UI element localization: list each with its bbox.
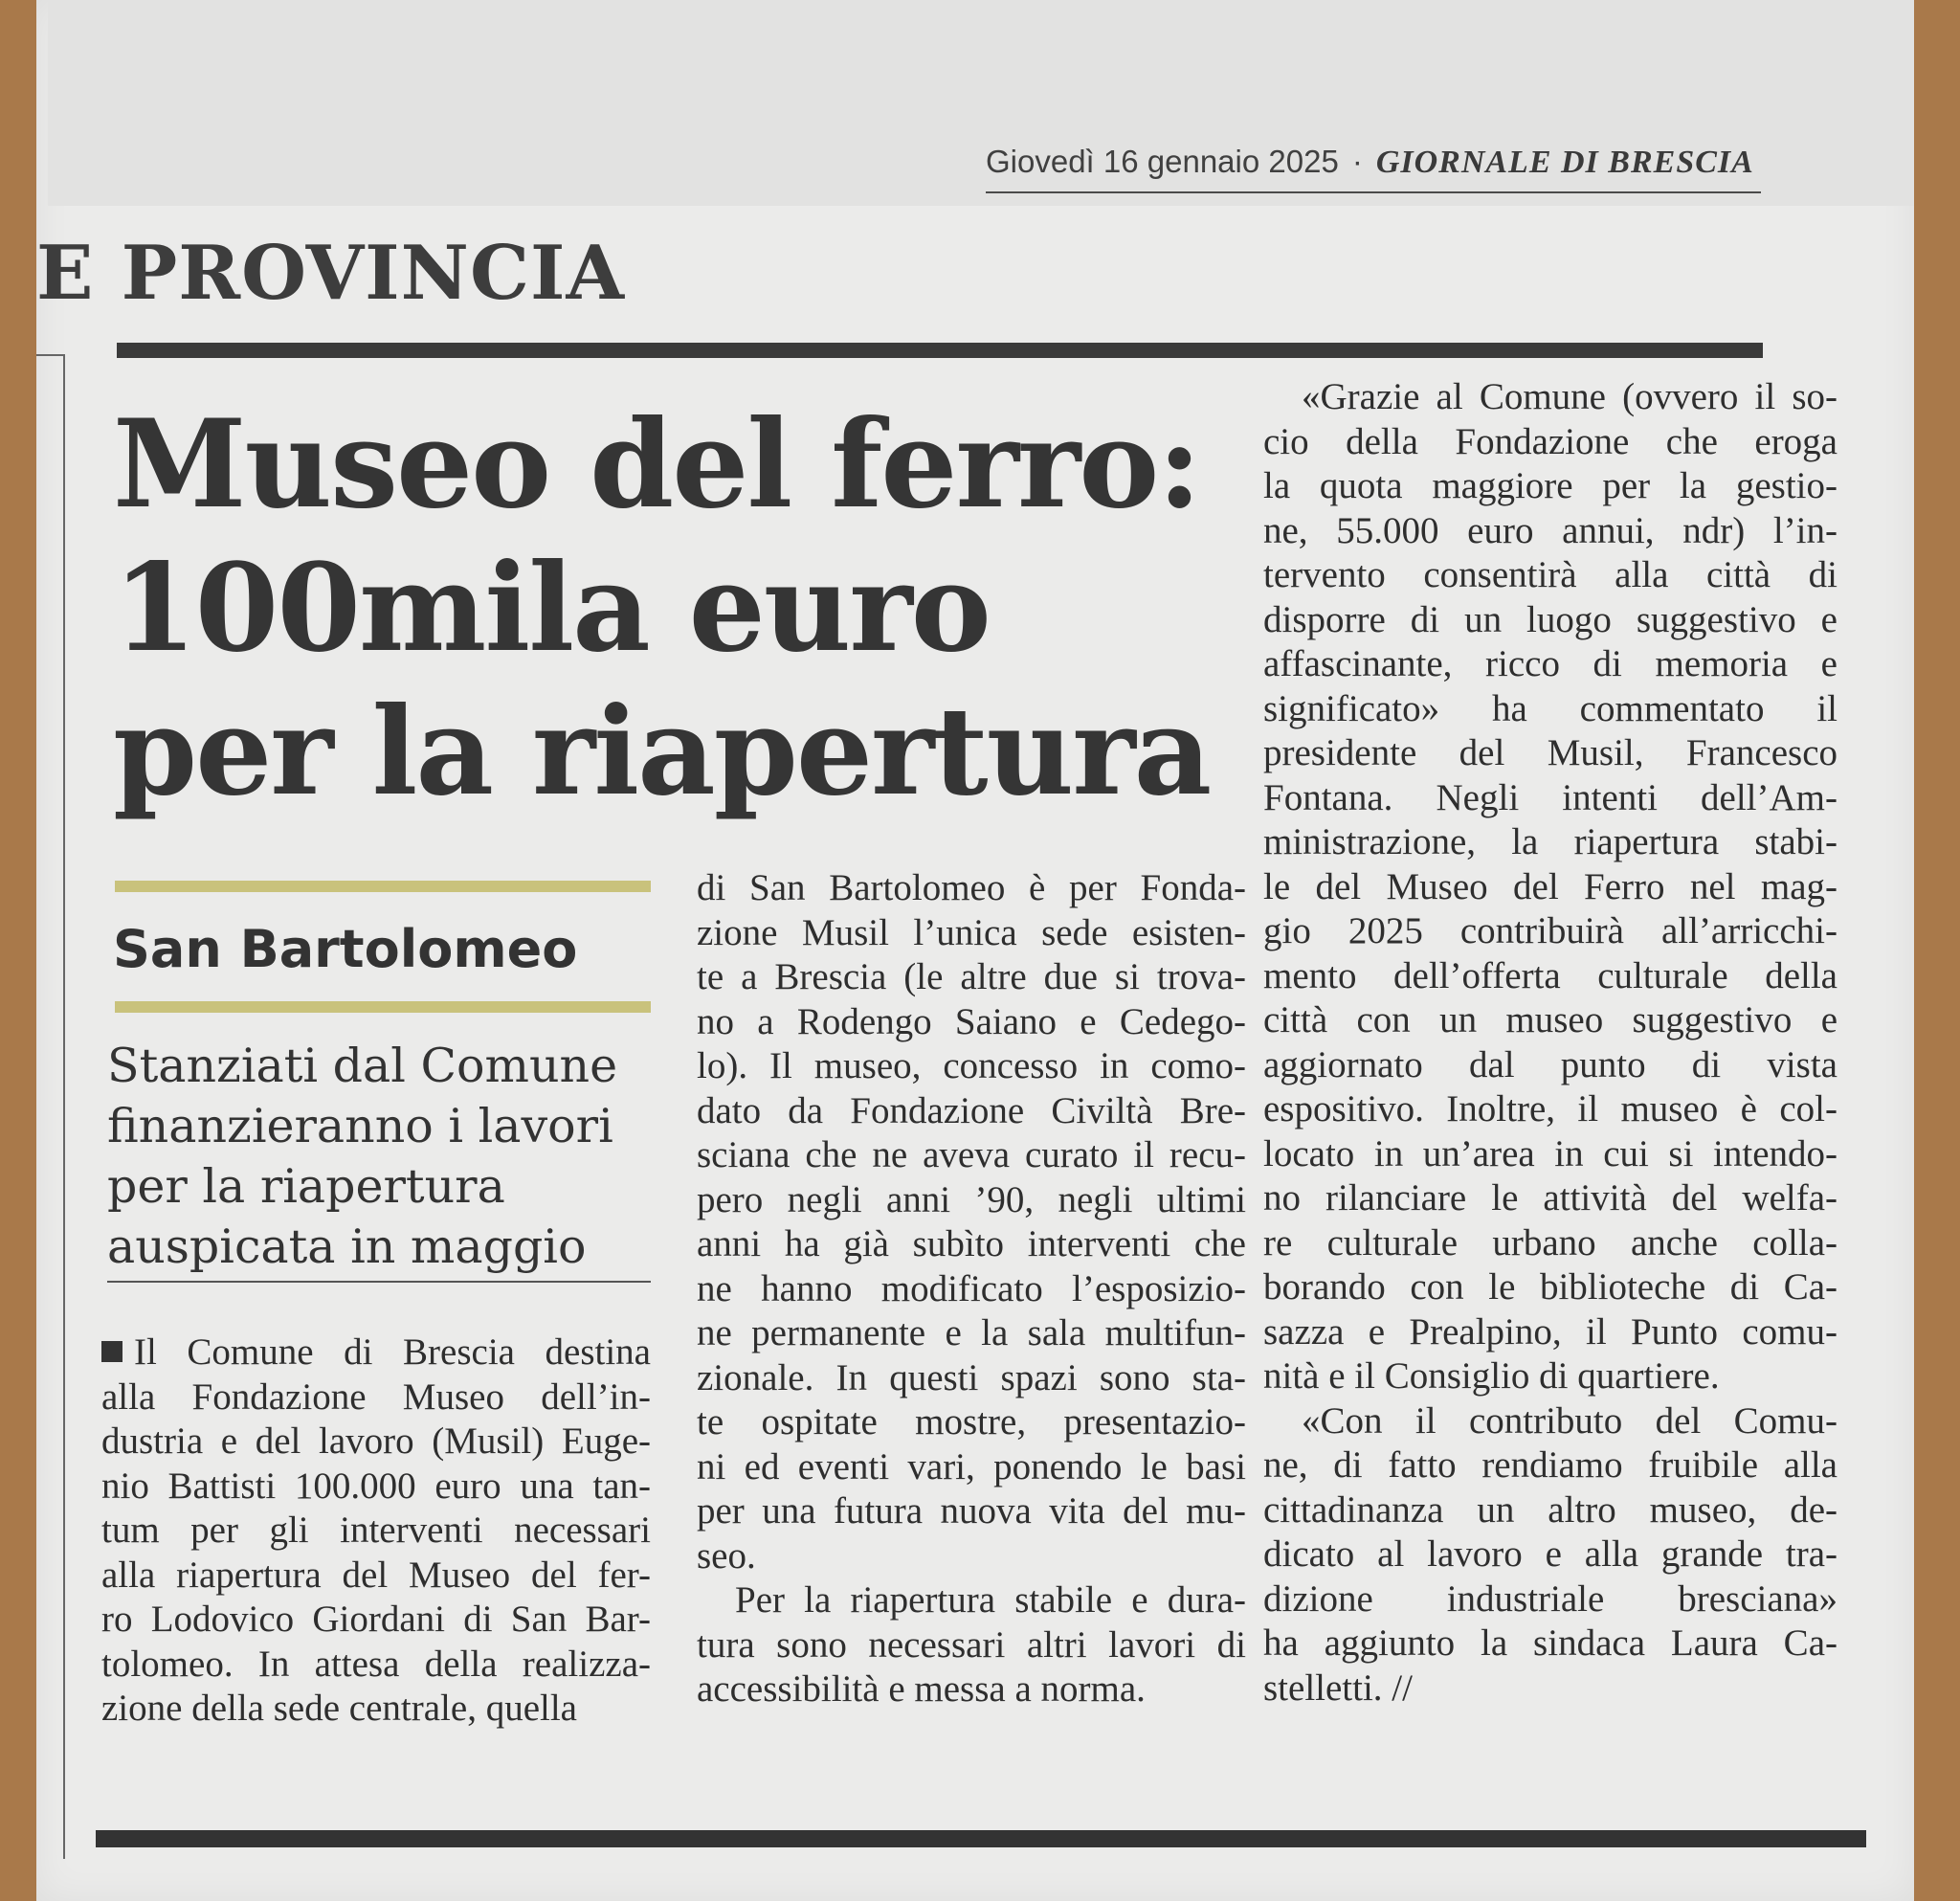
body-line: nio Battisti 100.000 euro una tan-: [101, 1465, 651, 1507]
folio-rule: [986, 191, 1761, 193]
body-line: sciana che ne aveva curato il recu-: [697, 1134, 1246, 1175]
folio-line: [986, 144, 1761, 191]
body-line: affascinante, ricco di memoria e: [1263, 643, 1838, 684]
body-line: nità e il Consiglio di quartiere.: [1263, 1355, 1720, 1397]
body-line: stelletti. //: [1263, 1666, 1413, 1709]
newspaper-name: GIORNALE DI BRESCIA: [1375, 145, 1754, 180]
body-line: la quota maggiore per la gestio-: [1263, 465, 1838, 506]
body-column-1: [101, 1331, 651, 1732]
body-line: «Con il contributo del Comu-: [1302, 1399, 1838, 1442]
subhead-rule: [107, 1281, 651, 1283]
body-line: di San Bartolomeo è per Fonda-: [697, 867, 1246, 908]
body-line: te ospitate mostre, presentazio-: [697, 1401, 1246, 1443]
body-line: ministrazione, la riapertura stabi-: [1263, 821, 1838, 862]
top-thick-rule: [117, 343, 1763, 358]
body-line: presidente del Musil, Francesco: [1263, 732, 1838, 773]
body-line: anni ha già subìto interventi che: [697, 1223, 1246, 1264]
subheadline: [107, 1036, 662, 1277]
body-line: per una futura nuova vita del mu-: [697, 1490, 1246, 1532]
subhead-line: Stanziati dal Comune: [107, 1039, 618, 1093]
body-line: le del Museo del Ferro nel mag-: [1263, 865, 1838, 907]
body-line: Fontana. Negli intenti dell’Am-: [1263, 776, 1838, 818]
body-line: dicato al lavoro e alla grande tra-: [1263, 1533, 1838, 1575]
headline-line: 100mila euro: [113, 537, 990, 679]
body-line: [101, 1331, 651, 1375]
headline-line: per la riapertura: [113, 681, 1211, 822]
body-line: ne, 55.000 euro annui, ndr) l’in-: [1263, 509, 1838, 551]
body-line: ne permanente e la sala multifun-: [697, 1312, 1246, 1353]
body-line: tervento consentirà alla città di: [1263, 554, 1838, 595]
issue-date: Giovedì 16 gennaio 2025: [986, 144, 1339, 179]
body-line: Per la riapertura stabile e dura-: [735, 1579, 1246, 1621]
body-line: gio 2025 contribuirà all’arricchi-: [1263, 910, 1838, 951]
body-column-2: [697, 866, 1246, 1712]
body-column-3: [1263, 375, 1838, 1711]
body-line: borando con le biblioteche di Ca-: [1263, 1266, 1838, 1308]
body-line: ni ed eventi vari, ponendo le basi: [697, 1445, 1246, 1487]
body-line: tum per gli interventi necessari: [101, 1510, 651, 1551]
body-line: disporre di un luogo suggestivo e: [1263, 598, 1838, 640]
body-line: zione della sede centrale, quella: [101, 1688, 577, 1729]
body-line: ro Lodovico Giordani di San Bar-: [101, 1599, 651, 1640]
body-line: cittadinanza un altro museo, de-: [1263, 1488, 1838, 1531]
body-line: ne, di fatto rendiamo fruibile alla: [1263, 1444, 1838, 1486]
body-line: no rilanciare le attività del welfa-: [1263, 1177, 1838, 1219]
body-line: accessibilità e messa a norma.: [697, 1668, 1146, 1710]
body-line: dustria e del lavoro (Musil) Euge-: [101, 1420, 651, 1462]
body-line: ha aggiunto la sindaca Laura Ca-: [1263, 1622, 1838, 1664]
headline-line: Museo del ferro:: [113, 393, 1200, 535]
body-line: no a Rodengo Saiano e Cedego-: [697, 1000, 1246, 1042]
body-line: significato» ha commentato il: [1263, 687, 1838, 729]
body-line-text: Il Comune di Brescia destina: [134, 1331, 651, 1373]
bottom-thick-rule: [96, 1830, 1866, 1847]
body-line: dizione industriale bresciana»: [1263, 1577, 1838, 1620]
left-frame-rule: [36, 354, 65, 1859]
body-line: dato da Fondazione Civiltà Bre-: [697, 1089, 1246, 1131]
body-line: re culturale urbano anche colla-: [1263, 1221, 1838, 1264]
subhead-line: auspicata in maggio: [107, 1219, 587, 1274]
kicker-rule-bottom: [115, 1001, 651, 1013]
body-line: seo.: [697, 1534, 756, 1577]
body-line: sazza e Prealpino, il Punto comu-: [1263, 1310, 1838, 1353]
body-line: alla Fondazione Museo dell’in-: [101, 1375, 651, 1418]
body-line: zionale. In questi spazi sono sta-: [697, 1356, 1246, 1398]
body-line: tura sono necessari altri lavori di: [697, 1623, 1246, 1666]
subhead-line: per la riapertura: [107, 1159, 505, 1214]
body-line: «Grazie al Comune (ovvero il so-: [1302, 376, 1838, 417]
body-line: città con un museo suggestivo e: [1263, 999, 1838, 1040]
body-line: aggiornato dal punto di vista: [1263, 1043, 1838, 1085]
kicker-rule-top: [115, 881, 651, 892]
body-line: alla riapertura del Museo del fer-: [101, 1554, 651, 1596]
headline: [113, 392, 1242, 823]
section-title: E PROVINCIA: [36, 230, 626, 317]
body-line: ne hanno modificato l’esposizio-: [697, 1267, 1246, 1309]
body-line: mento dell’offerta culturale della: [1263, 954, 1838, 996]
body-line: te a Brescia (le altre due si trova-: [697, 956, 1246, 997]
folio-separator: ·: [1351, 144, 1363, 179]
body-line: locato in un’area in cui si intendo-: [1263, 1132, 1838, 1174]
body-line: lo). Il museo, concesso in como-: [697, 1045, 1246, 1086]
body-line: cio della Fondazione che eroga: [1263, 420, 1838, 462]
subhead-line: finanzieranno i lavori: [107, 1099, 613, 1153]
body-line: tolomeo. In attesa della realizza-: [101, 1643, 651, 1685]
paragraph-bullet-icon: [101, 1341, 122, 1362]
kicker: San Bartolomeo: [113, 919, 578, 979]
body-line: zione Musil l’unica sede esisten-: [697, 911, 1246, 953]
body-line: espositivo. Inoltre, il museo è col-: [1263, 1088, 1838, 1129]
body-line: pero negli anni ’90, negli ultimi: [697, 1178, 1246, 1220]
